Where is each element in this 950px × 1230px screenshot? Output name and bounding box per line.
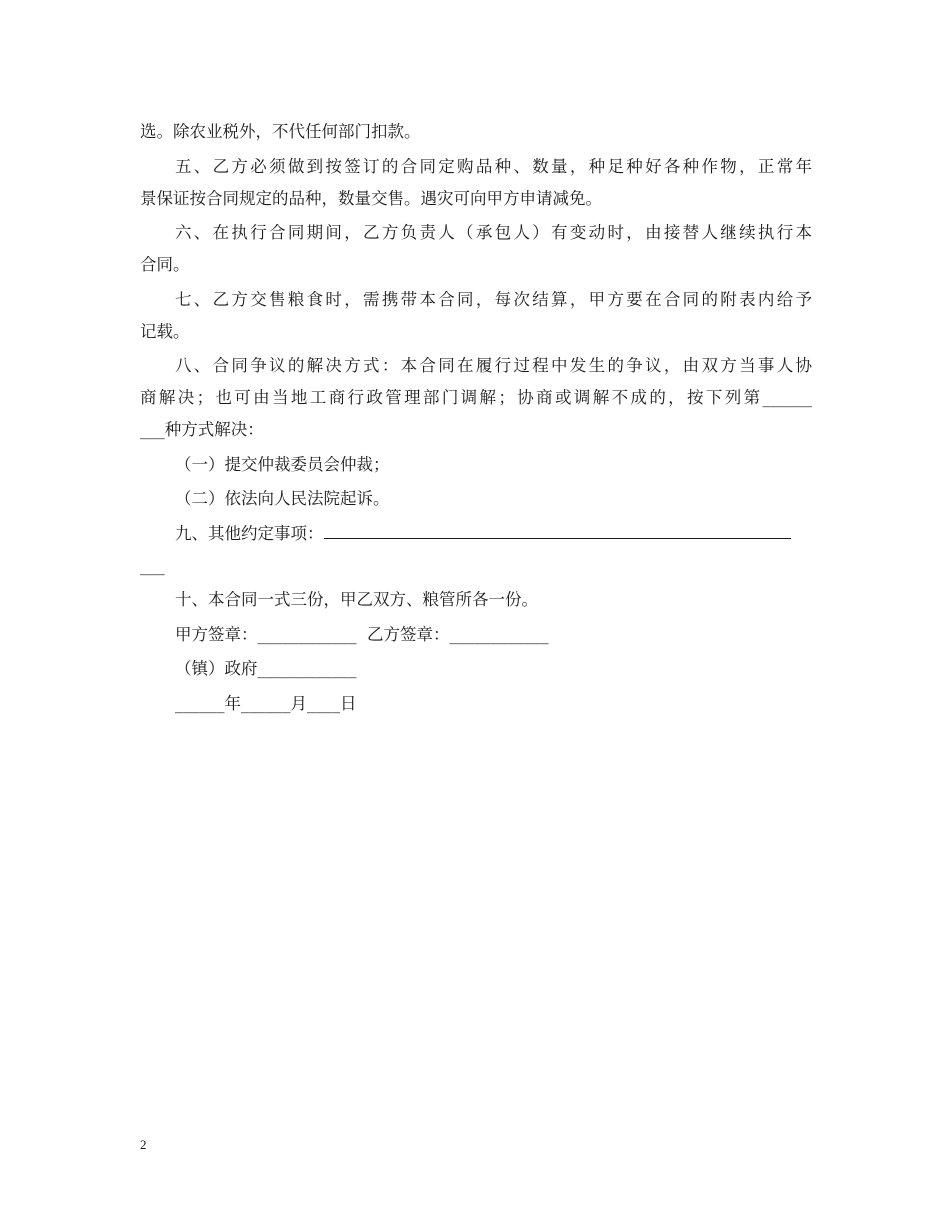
clause-eight-line-1: 八、合同争议的解决方式：本合同在履行过程中发生的争议，由双方当事人协 <box>175 356 812 375</box>
text-line-continuation: 选。除农业税外，不代任何部门扣款。 <box>140 122 421 141</box>
signature-line: 甲方签章：____________ 乙方签章：____________ <box>175 624 549 644</box>
clause-five-line-2: 景保证按合同规定的品种，数量交售。遇灾可向甲方申请减免。 <box>140 188 602 208</box>
clause-nine-line-1 <box>140 518 812 550</box>
option-one-line: （一）提交仲裁委员会仲裁； <box>175 454 390 474</box>
clause-nine-line-2: ___ <box>140 555 165 575</box>
clause-eight-line-2: 商解决；也可由当地工商行政管理部门调解；协商或调解不成的，按下列第______ <box>140 388 812 407</box>
clause-five-line-1: 五、乙方必须做到按签订的合同定购品种、数量，种足种好各种作物，正常年 <box>175 156 812 176</box>
clause-six-line-2: 合同。 <box>140 255 190 274</box>
government-signature-line: （镇）政府____________ <box>175 659 357 678</box>
clause-seven-line-1: 七、乙方交售粮食时，需携带本合同，每次结算，甲方要在合同的附表内给予 <box>175 289 812 309</box>
clause-seven-line-2: 记载。 <box>140 321 190 341</box>
option-two-line: （二）依法向人民法院起诉。 <box>175 489 390 508</box>
clause-ten-line: 十、本合同一式三份，甲乙双方、粮管所各一份。 <box>175 590 538 609</box>
clause-six-line-1: 六、在执行合同期间，乙方负责人（承包人）有变动时，由接替人继续执行本 <box>175 223 812 242</box>
date-line: ______年______月____日 <box>175 693 357 713</box>
document-body <box>140 116 812 720</box>
clause-nine-blank-rule <box>324 524 791 539</box>
clause-eight-line-3: ___种方式解决： <box>140 420 264 439</box>
clause-nine-label: 九、其他约定事项： <box>175 523 324 543</box>
page-number: 2 <box>140 1137 147 1152</box>
